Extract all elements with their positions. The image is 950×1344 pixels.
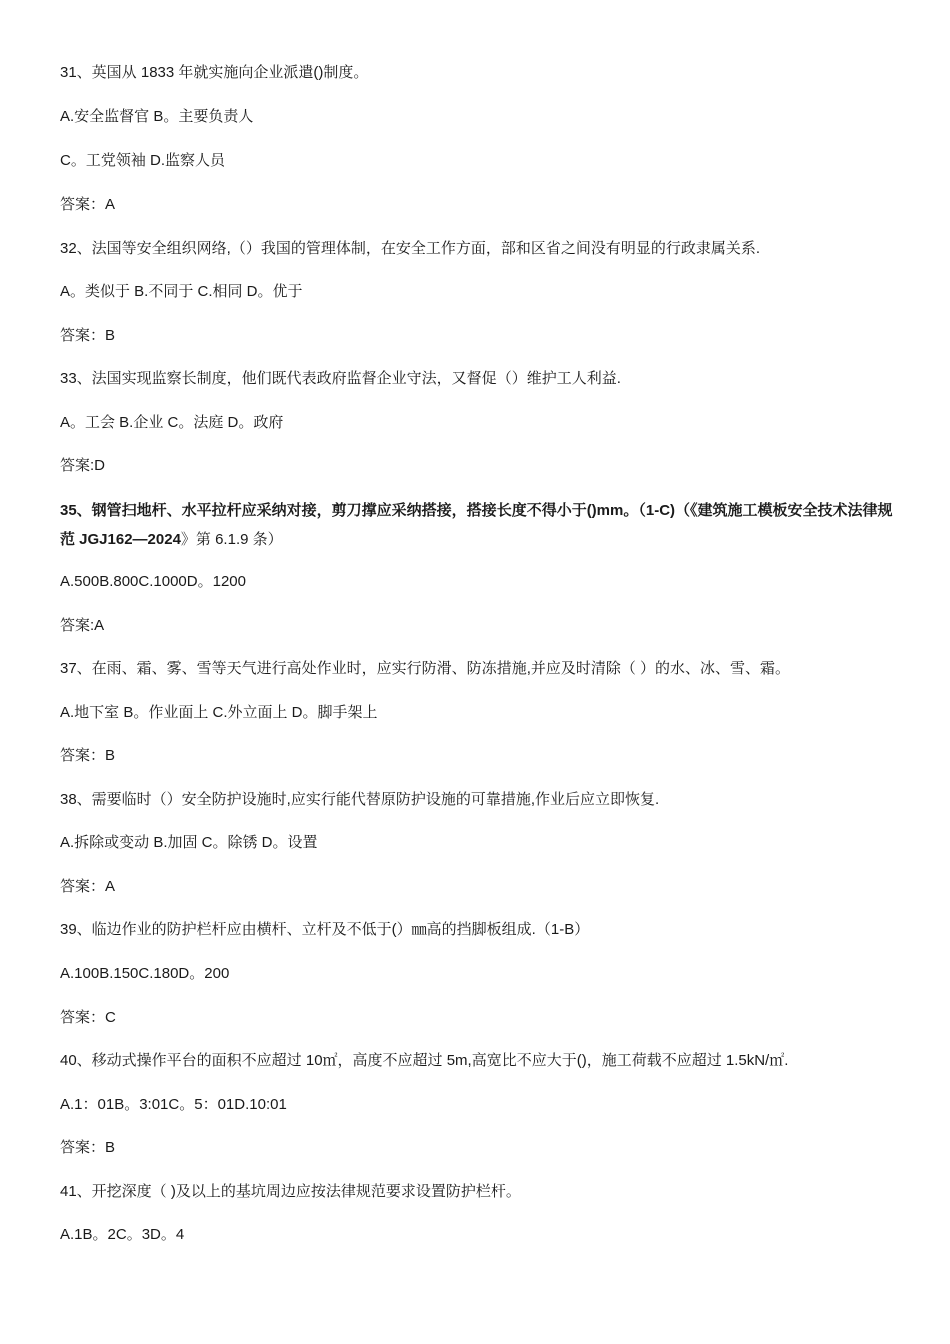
- question-40: 40、移动式操作平台的面积不应超过 10㎡，高度不应超过 5m,高宽比不应大于()，施工荷载不应超过 1.5kN/㎡.: [60, 1052, 789, 1069]
- answer-35: 答案:A: [60, 617, 105, 634]
- question-41: 41、开挖深度（ )及以上的基坑周边应按法律规范要求设置防护栏杆。: [60, 1183, 521, 1200]
- question-35-bold: 35、钢管扫地杆、水平拉杆应采纳对接，剪刀撑应采纳搭接，搭接长度不得小于()mm。（1-C)（《建筑施工模板安全技术法律规范 JGJ162—2024: [60, 502, 893, 548]
- options-33: A。工会 B.企业 C。法庭 D。政府: [60, 414, 284, 431]
- options-40: A.1：01B。3:01C。5：01D.10:01: [60, 1096, 287, 1113]
- answer-40: 答案：B: [60, 1139, 116, 1156]
- options-31-ab: A.安全监督官 B。主要负责人: [60, 108, 254, 125]
- options-32: A。类似于 B.不同于 C.相同 D。优于: [60, 283, 303, 300]
- options-41: A.1B。2C。3D。4: [60, 1226, 185, 1243]
- options-31-cd: C。工党领袖 D.监察人员: [60, 152, 226, 169]
- options-35: A.500B.800C.1000D。1200: [60, 573, 246, 590]
- options-37: A.地下室 B。作业面上 C.外立面上 D。脚手架上: [60, 704, 378, 721]
- question-39: 39、临边作业的防护栏杆应由横杆、立杆及不低于(）㎜高的挡脚板组成.（1-B）: [60, 921, 590, 938]
- answer-31: 答案：A: [60, 196, 116, 213]
- question-33: 33、法国实现监察长制度，他们既代表政府监督企业守法，又督促（）维护工人利益.: [60, 370, 621, 387]
- options-39: A.100B.150C.180D。200: [60, 965, 230, 982]
- question-32: 32、法国等安全组织网络,（）我国的管理体制，在安全工作方面，部和区省之间没有明显的行政隶属关系.: [60, 240, 761, 257]
- answer-32: 答案：B: [60, 327, 116, 344]
- answer-37: 答案：B: [60, 747, 116, 764]
- answer-33: 答案:D: [60, 457, 106, 474]
- question-35-ref: 》第 6.1.9 条）: [180, 531, 283, 548]
- question-37: 37、在雨、霜、雾、雪等天气进行高处作业时，应实行防滑、防冻措施,并应及时清除（ ）的水、冰、雪、霜。: [60, 660, 791, 677]
- question-35: [60, 496, 900, 554]
- question-38: 38、需要临时（）安全防护设施时,应实行能代替原防护设施的可靠措施,作业后应立即恢复.: [60, 791, 660, 808]
- options-38: A.拆除或变动 B.加固 C。除锈 D。设置: [60, 834, 318, 851]
- answer-38: 答案：A: [60, 878, 116, 895]
- answer-39: 答案：C: [60, 1009, 116, 1026]
- question-31: 31、英国从 1833 年就实施向企业派遣()制度。: [60, 64, 369, 81]
